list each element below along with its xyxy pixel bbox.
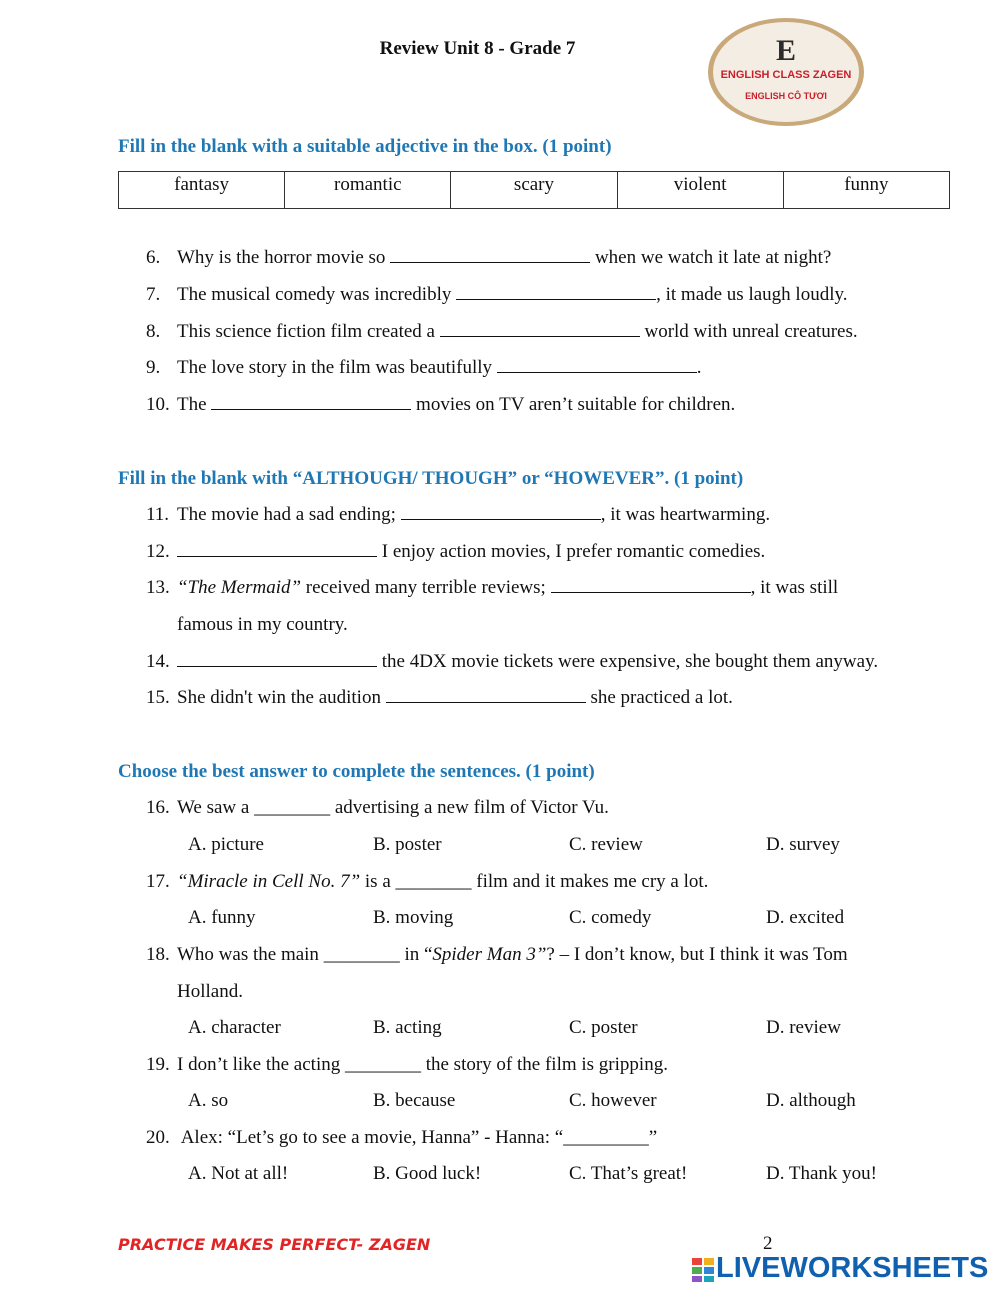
option-16d[interactable]: D. survey <box>766 834 840 855</box>
question-text: The love story in the film was beautifully <box>177 357 497 378</box>
word-box-cell: funny <box>783 172 949 209</box>
question-number: 13. <box>146 577 170 598</box>
question-text: This science fiction film created a <box>177 321 440 342</box>
option-19d[interactable]: D. although <box>766 1090 856 1111</box>
answer-blank-18[interactable]: ________ <box>323 944 400 965</box>
question-text: in “ <box>399 944 433 965</box>
question-text: Who was the main <box>177 944 324 965</box>
question-text: she practiced a lot. <box>585 687 733 708</box>
answer-blank-12[interactable] <box>177 542 377 557</box>
question-19 <box>146 1054 668 1076</box>
question-12 <box>146 541 765 563</box>
option-18b[interactable]: B. acting <box>373 1017 442 1038</box>
film-title: “Miracle in Cell No. 7” <box>177 871 361 892</box>
logo-letter: E <box>775 34 797 67</box>
question-13 <box>146 577 838 599</box>
worksheet-title: Review Unit 8 - Grade 7 <box>379 38 576 59</box>
question-text: ? – I don’t know, but I think it was Tom <box>546 944 848 965</box>
option-18d[interactable]: D. review <box>766 1017 841 1038</box>
question-11 <box>146 504 770 526</box>
question-18 <box>146 944 848 966</box>
question-number: 17. <box>146 871 170 892</box>
footer-slogan: PRACTICE MAKES PERFECT- ZAGEN <box>118 1235 431 1254</box>
question-text: world with unreal creatures. <box>639 321 858 342</box>
adjective-word-box <box>118 171 950 209</box>
question-number: 19. <box>146 1054 170 1075</box>
question-16 <box>146 797 609 819</box>
section1-heading: Fill in the blank with a suitable adjective in the box. (1 point) <box>118 136 612 157</box>
answer-blank-10[interactable] <box>211 395 411 410</box>
word-box-cell: scary <box>451 172 617 209</box>
option-17a[interactable]: A. funny <box>188 907 256 928</box>
answer-blank-7[interactable] <box>456 285 656 300</box>
question-text: The movie had a sad ending; <box>177 504 401 525</box>
answer-blank-6[interactable] <box>390 248 590 263</box>
question-18-continued: Holland. <box>177 981 243 1002</box>
question-13-continued: famous in my country. <box>177 614 348 635</box>
question-text: is a <box>360 871 396 892</box>
question-text: Why is the horror movie so <box>177 247 391 268</box>
option-17c[interactable]: C. comedy <box>569 907 652 928</box>
option-19a[interactable]: A. so <box>188 1090 229 1111</box>
option-19b[interactable]: B. because <box>373 1090 456 1111</box>
option-20c[interactable]: C. That’s great! <box>569 1163 688 1184</box>
option-18c[interactable]: C. poster <box>569 1017 638 1038</box>
question-17 <box>146 871 708 893</box>
question-number: 12. <box>146 541 170 562</box>
option-20b[interactable]: B. Good luck! <box>373 1163 482 1184</box>
option-18a[interactable]: A. character <box>188 1017 281 1038</box>
answer-blank-16[interactable]: ________ <box>254 797 331 818</box>
question-10 <box>146 394 735 416</box>
answer-blank-17[interactable]: ________ <box>395 871 472 892</box>
answer-blank-15[interactable] <box>386 688 586 703</box>
question-text: I enjoy action movies, I prefer romantic comedies. <box>377 541 766 562</box>
question-text: when we watch it late at night? <box>590 247 832 268</box>
film-title: Spider Man 3” <box>432 944 547 965</box>
section2-heading: Fill in the blank with “ALTHOUGH/ THOUGH” or “HOWEVER”. (1 point) <box>118 468 744 489</box>
answer-blank-9[interactable] <box>497 358 697 373</box>
answer-blank-8[interactable] <box>440 322 640 337</box>
answer-blank-14[interactable] <box>177 652 377 667</box>
section3-heading: Choose the best answer to complete the sentences. (1 point) <box>118 761 595 782</box>
option-17d[interactable]: D. excited <box>766 907 845 928</box>
question-text: , it made us laugh loudly. <box>656 284 848 305</box>
liveworksheets-brand[interactable]: LIVEWORKSHEETS <box>716 1252 989 1284</box>
question-text: , it was heartwarming. <box>600 504 771 525</box>
answer-blank-13[interactable] <box>551 578 751 593</box>
question-8 <box>146 321 858 343</box>
question-text: received many terrible reviews; <box>301 577 551 598</box>
question-text: . <box>696 357 702 378</box>
question-14 <box>146 651 878 673</box>
question-text: I don’t like the acting <box>177 1054 345 1075</box>
question-9 <box>146 357 702 379</box>
question-number: 6. <box>146 247 161 268</box>
question-text: film and it makes me cry a lot. <box>471 871 709 892</box>
question-number: 9. <box>146 357 161 378</box>
option-16c[interactable]: C. review <box>569 834 643 855</box>
logo-line2: ENGLISH CÔ TƯƠI <box>745 91 827 101</box>
question-text: The musical comedy was incredibly <box>177 284 457 305</box>
question-text: The <box>177 394 212 415</box>
question-number: 16. <box>146 797 170 818</box>
question-15 <box>146 687 733 709</box>
liveworksheets-icon <box>692 1258 714 1282</box>
option-19c[interactable]: C. however <box>569 1090 657 1111</box>
question-number: 8. <box>146 321 161 342</box>
answer-blank-19[interactable]: ________ <box>344 1054 421 1075</box>
question-6 <box>146 247 831 269</box>
question-number: 11. <box>146 504 170 525</box>
question-text: advertising a new film of Victor Vu. <box>330 797 609 818</box>
question-text: , it was still <box>750 577 839 598</box>
word-box-cell: romantic <box>285 172 451 209</box>
question-text: We saw a <box>177 797 255 818</box>
film-title: “The Mermaid” <box>177 577 302 598</box>
question-text: Alex: “Let’s go to see a movie, Hanna” - Hanna: “_________” <box>177 1127 658 1148</box>
question-text: the story of the film is gripping. <box>420 1054 668 1075</box>
question-number: 10. <box>146 394 170 415</box>
word-box-cell: fantasy <box>119 172 285 209</box>
question-number: 15. <box>146 687 170 708</box>
question-text: the 4DX movie tickets were expensive, she bought them anyway. <box>377 651 879 672</box>
option-20a[interactable]: A. Not at all! <box>188 1163 289 1184</box>
english-class-zagen-logo <box>706 16 866 128</box>
question-number: 20. <box>146 1127 170 1148</box>
option-20d[interactable]: D. Thank you! <box>766 1163 877 1184</box>
option-16a[interactable]: A. picture <box>188 834 264 855</box>
question-7 <box>146 284 848 306</box>
question-number: 7. <box>146 284 161 305</box>
question-number: 18. <box>146 944 170 965</box>
page-number: 2 <box>763 1233 773 1254</box>
question-text: She didn't win the audition <box>177 687 386 708</box>
option-17b[interactable]: B. moving <box>373 907 454 928</box>
logo-line1: ENGLISH CLASS ZAGEN <box>720 69 852 81</box>
answer-blank-11[interactable] <box>401 505 601 520</box>
word-box-cell: violent <box>617 172 783 209</box>
option-16b[interactable]: B. poster <box>373 834 442 855</box>
question-number: 14. <box>146 651 170 672</box>
question-20 <box>146 1127 657 1149</box>
question-text: movies on TV aren’t suitable for children. <box>411 394 736 415</box>
